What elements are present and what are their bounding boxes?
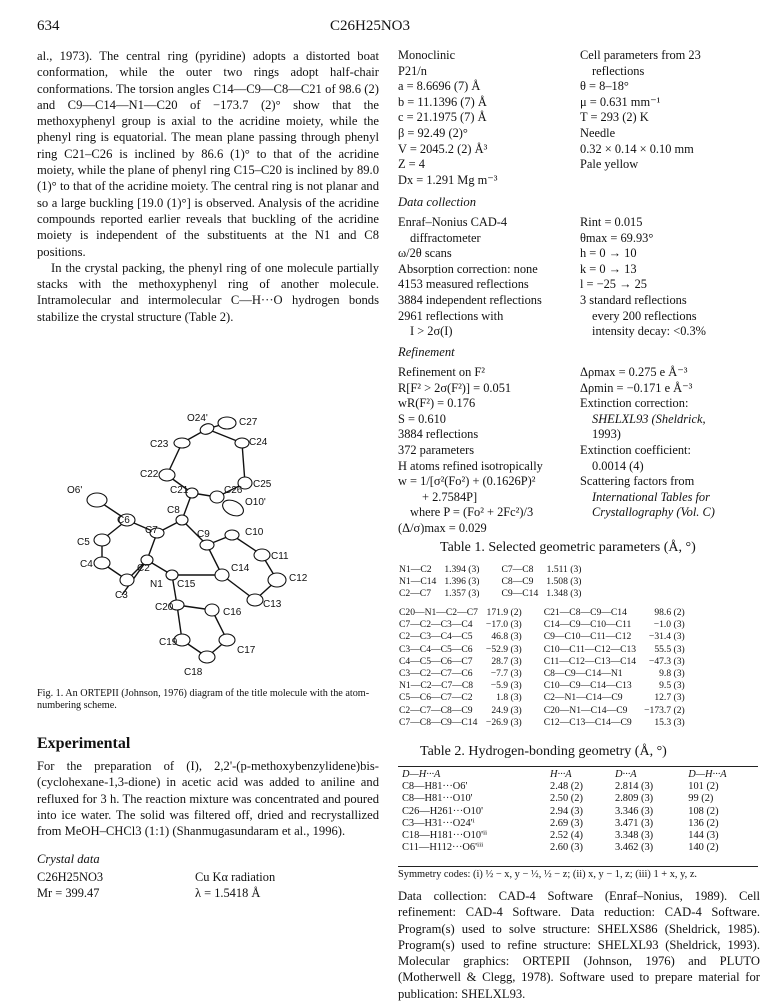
kv-line: 3 standard reflections [580, 292, 687, 307]
table-row [395, 668, 703, 680]
table-cell: C3—C4—C5—C6 [399, 643, 473, 655]
svg-text:C3: C3 [115, 590, 128, 601]
kv-line: H atoms refined isotropically [398, 458, 543, 473]
table-cell: C10—C9—C14—C13 [543, 680, 632, 692]
kv-line: R[F² > 2σ(F²)] = 0.051 [398, 380, 512, 395]
kv-line: k = 0 → 13 [580, 261, 637, 276]
table-cell: C2—N1—C14—C9 [543, 692, 623, 704]
svg-text:O24': O24' [187, 413, 208, 424]
table-cell: 2.69 (3) [550, 817, 583, 829]
table-cell: 1.8 (3) [496, 692, 522, 704]
table2-hbonds [398, 769, 758, 854]
kv-line: SHELXL93 (Sheldrick, [592, 411, 706, 426]
svg-text:C17: C17 [237, 645, 256, 656]
kv-line: θmax = 69.93° [580, 230, 654, 245]
kv-line: 3884 independent reflections [398, 292, 542, 307]
table-row [395, 576, 599, 588]
table-cell: 55.5 (3) [654, 643, 685, 655]
table-cell: N1—C14 [399, 576, 437, 588]
kv-line: w = 1/[σ²(Fo²) + (0.1626P)² [398, 474, 536, 489]
table-row [398, 781, 758, 793]
kv-line: intensity decay: <0.3% [592, 324, 707, 339]
table-header-cell: D—H···A [402, 769, 441, 780]
kv-line: ω/2θ scans [398, 246, 452, 261]
kv-line: reflections [592, 63, 645, 78]
data-collection-right [580, 215, 706, 340]
table-cell: 15.3 (3) [654, 716, 685, 728]
refinement-right [580, 365, 715, 521]
table-cell: −47.3 (3) [648, 655, 685, 667]
table-row [395, 680, 703, 692]
table-cell: C14—C9—C10—C11 [543, 619, 632, 631]
table-cell: 136 (2) [688, 817, 719, 829]
table-cell: −5.9 (3) [490, 680, 522, 692]
crystal-data-right [580, 48, 701, 173]
table-row [395, 607, 703, 619]
table-row [395, 619, 703, 631]
table1-caption: Table 1. Selected geometric parameters (Å, °) [440, 540, 696, 555]
table-row [398, 842, 758, 854]
table-cell: C10—C11—C12—C13 [543, 643, 637, 655]
svg-text:C16: C16 [223, 607, 242, 618]
table-row [395, 656, 703, 668]
svg-text:C26: C26 [224, 485, 243, 496]
page-number: 634 [37, 18, 60, 34]
table-cell: 1.508 (3) [546, 576, 582, 588]
table-cell: 2.60 (3) [550, 842, 583, 854]
svg-text:C27: C27 [239, 417, 258, 428]
kv-line: 3884 reflections [398, 427, 479, 442]
table-cell: C5—C6—C7—C2 [399, 692, 473, 704]
svg-text:C10: C10 [245, 527, 264, 538]
svg-text:O10': O10' [245, 497, 266, 508]
table-cell: C11—H112···O6'ⁱⁱⁱ [402, 842, 484, 854]
table-cell: 98.6 (2) [654, 607, 685, 618]
table-cell: C26—H261···O10' [402, 805, 483, 817]
svg-text:N1: N1 [150, 579, 163, 590]
table-row [395, 692, 703, 704]
kv-line: Crystallography (Vol. C) [592, 505, 715, 520]
table-cell: C7—C8—C9—C14 [399, 716, 478, 728]
table-header-cell: D···A [615, 769, 637, 780]
table1-torsion-angles [395, 607, 703, 729]
table-cell: 2.50 (2) [550, 793, 583, 805]
kv-line: 1993) [592, 427, 621, 442]
table-header-cell: D—H···A [688, 769, 727, 780]
table-cell: C2—C7—C8—C9 [399, 704, 473, 716]
table-cell: N1—C2 [399, 564, 432, 575]
paragraph-1: al., 1973). The central ring (pyridine) adopts a distorted boat conformation, while the outer two rings adopt half-chair conformations. The torsion angles C14—C9—C8—C21 of 98.6 (2) and C9—C14—N1—C20 of −173.7 (2)° show that the methoxyphenyl group is axial to the acridine moiety, while the phenyl ring is equatorial. The mean plane passing through phenyl ring C21–C26 is inclined by 86.6 (1)° to that of the acridine moiety, while the plane of phenyl ring C15–C20 is inclined by 89.0 (1)° to that of the acridine moiety. The central ring is not planar and so a large buckling [19.0 (1)°] is observed. Analysis of the acridine compounds reported earlier reveals that buckling of the acridine moiety is independent of the substituents at the N1 and C8 positions. [37, 49, 379, 259]
ortep-figure [37, 395, 377, 685]
kv-line: 0.0014 (4) [592, 458, 644, 473]
table-cell: C2—C7 [399, 588, 431, 600]
table-cell: 108 (2) [688, 805, 719, 817]
svg-text:C7: C7 [145, 525, 158, 536]
table2-caption: Table 2. Hydrogen-bonding geometry (Å, °) [420, 744, 667, 759]
table-cell: 3.462 (3) [615, 842, 654, 854]
table-row [395, 564, 599, 576]
table-header-cell: H···A [550, 769, 572, 780]
kv-line: diffractometer [410, 230, 481, 245]
kv-line: Absorption correction: none [398, 261, 538, 276]
table-cell: −7.7 (3) [490, 668, 522, 680]
kv-line: Enraf–Nonius CAD-4 [398, 215, 508, 229]
kv-line: Pale yellow [580, 157, 639, 172]
table-cell: C8—H81···O6' [402, 781, 468, 793]
svg-text:C8: C8 [167, 505, 180, 516]
kv-line: International Tables for [592, 489, 710, 504]
table-row [395, 644, 703, 656]
table-cell: −173.7 (2) [644, 704, 685, 716]
svg-text:C18: C18 [184, 667, 203, 678]
experimental-text: For the preparation of (I), 2,2'-(p-methoxybenzylidene)bis-(cyclohexane-1,3-dione) in acetic acid was added to aniline and refluxed for 3 h. The reaction mixture was concentrated and poured into ice water. The solid was filtered off, dried and recrystallized from MeOH–CHCl3 (1:1) (Shanmugasundaram et al., 1996). [37, 759, 379, 839]
kv-line: Monoclinic [398, 48, 456, 62]
table-cell: C3—C2—C7—C6 [399, 668, 473, 680]
table-row [395, 717, 703, 729]
crystal-data-left [398, 48, 498, 188]
table-cell: 2.94 (3) [550, 805, 583, 817]
table-cell: 1.396 (3) [444, 576, 480, 588]
kv-line: Refinement on F² [398, 365, 485, 379]
svg-text:C25: C25 [253, 479, 272, 490]
table-cell: 3.346 (3) [615, 805, 654, 817]
kv-line: Extinction correction: [580, 396, 689, 411]
wavelength: λ = 1.5418 Å [195, 885, 261, 900]
kv-line: 372 parameters [398, 442, 475, 457]
svg-text:C12: C12 [289, 573, 308, 584]
table-cell: 24.9 (3) [491, 704, 522, 716]
kv-line: + 2.7584P] [422, 489, 478, 504]
table-cell: C3—H31···O24'ⁱ [402, 817, 475, 829]
table-row [398, 830, 758, 842]
kv-line: Dx = 1.291 Mg m⁻³ [398, 172, 498, 187]
table-cell: 140 (2) [688, 842, 719, 854]
mr-value: Mr = 399.47 [37, 885, 100, 900]
table-cell: 1.348 (3) [546, 588, 582, 600]
table-cell: 2.48 (2) [550, 781, 583, 793]
kv-line: θ = 8–18° [580, 79, 629, 94]
atom-ellipsoids [87, 417, 286, 663]
table-cell: C7—C2—C3—C4 [399, 619, 473, 631]
svg-text:C11: C11 [271, 551, 289, 562]
symmetry-codes: Symmetry codes: (i) ½ − x, y − ½, ½ − z; (ii) x, y − 1, z; (iii) 1 + x, y, z. [398, 869, 698, 880]
kv-line: Scattering factors from [580, 474, 695, 489]
kv-line: (Δ/σ)max = 0.029 [398, 520, 487, 535]
table-cell: 46.8 (3) [491, 631, 522, 643]
table-row [395, 631, 703, 643]
radiation: Cu Kα radiation [195, 870, 276, 884]
table2-bottom-rule [398, 866, 758, 867]
bond-lines [97, 423, 277, 657]
svg-text:C5: C5 [77, 537, 90, 548]
table-cell: N1—C2—C7—C8 [399, 680, 474, 692]
data-collection-heading: Data collection [398, 195, 476, 209]
kv-line: wR(F²) = 0.176 [398, 396, 476, 411]
table-cell: C12—C13—C14—C9 [543, 716, 632, 728]
table-cell: 28.7 (3) [491, 655, 522, 667]
kv-line: μ = 0.631 mm⁻¹ [580, 94, 661, 109]
table-cell: 9.8 (3) [659, 668, 685, 680]
svg-text:C2: C2 [137, 563, 150, 574]
table-cell: 1.511 (3) [546, 564, 582, 575]
svg-text:C19: C19 [159, 637, 178, 648]
formula: C26H25NO3 [37, 870, 104, 884]
svg-text:C20: C20 [155, 602, 174, 613]
refinement-left [398, 365, 543, 537]
kv-line: S = 0.610 [398, 411, 446, 426]
refinement-heading: Refinement [398, 345, 455, 359]
kv-line: Z = 4 [398, 157, 425, 172]
table-cell: C9—C10—C11—C12 [543, 631, 632, 643]
table-cell: −52.9 (3) [485, 643, 522, 655]
table-cell: 3.348 (3) [615, 830, 654, 842]
discussion-text [37, 48, 379, 325]
kv-line: 2961 reflections with [398, 308, 504, 323]
kv-line: I > 2σ(I) [410, 324, 453, 339]
kv-line: β = 92.49 (2)° [398, 125, 468, 140]
table-cell: 12.7 (3) [654, 692, 685, 704]
kv-line: every 200 reflections [592, 308, 697, 323]
svg-text:O6': O6' [67, 485, 83, 496]
table-cell: C18—H181···O10'ⁱⁱ [402, 830, 488, 842]
table1-bond-lengths [395, 564, 599, 601]
table-row [398, 818, 758, 830]
table-cell: C21—C8—C9—C14 [543, 607, 627, 618]
table-cell: 2.809 (3) [615, 793, 654, 805]
kv-line: Needle [580, 125, 616, 140]
table-row [398, 793, 758, 805]
kv-line: Rint = 0.015 [580, 215, 643, 229]
svg-text:C14: C14 [231, 563, 250, 574]
kv-line: Cell parameters from 23 [580, 48, 701, 62]
kv-line: 0.32 × 0.14 × 0.10 mm [580, 141, 694, 156]
table-cell: C4—C5—C6—C7 [399, 655, 473, 667]
table-cell: 101 (2) [688, 781, 719, 793]
table-cell: −1.0 (3) [653, 619, 685, 631]
table-row [395, 705, 703, 717]
table-cell: 2.814 (3) [615, 781, 654, 793]
kv-line: Δρmin = −0.171 e Å⁻³ [580, 380, 693, 395]
radiation-block [195, 870, 275, 901]
table-cell: C20—N1—C2—C7 [399, 607, 478, 618]
table-cell: 144 (3) [688, 830, 719, 842]
table-cell: 171.9 (2) [486, 607, 522, 618]
table-cell: C8—C9—C14—N1 [543, 668, 623, 680]
svg-text:C4: C4 [80, 559, 93, 570]
table-cell: −26.9 (3) [485, 716, 522, 728]
svg-text:C22: C22 [140, 469, 159, 480]
kv-line: l = −25 → 25 [580, 277, 647, 292]
svg-text:C23: C23 [150, 439, 169, 450]
svg-text:C15: C15 [177, 579, 196, 590]
table-cell: 3.471 (3) [615, 817, 654, 829]
table2-top-rule [398, 766, 758, 767]
crystal-formula-block [37, 870, 103, 901]
data-collection-left [398, 215, 542, 340]
table-cell: 2.52 (4) [550, 830, 583, 842]
table-cell: 1.357 (3) [444, 588, 480, 600]
kv-line: P21/n [398, 63, 427, 78]
kv-line: a = 8.6696 (7) Å [398, 79, 481, 94]
table-cell: C2—C3—C4—C5 [399, 631, 473, 643]
table-cell: −17.0 (3) [485, 619, 522, 631]
software-text: Data collection: CAD-4 Software (Enraf–Nonius, 1989). Cell refinement: CAD-4 Software. Data reduction: CAD-4 Software. Program(s) used to solve structure: SHELXS86 (Sheldrick, 1985). Program(s) used to refine structure: SHELXL93 (Sheldrick, 1993). Molecular graphics: ORTEPII (Johnson, 1976) and PLUTO (Motherwell & Clegg, 1978). Software used to prepare material for publication: SHELXL93. [398, 889, 760, 1001]
kv-line: b = 11.1396 (7) Å [398, 94, 487, 109]
paragraph-2: In the crystal packing, the phenyl ring of one molecule partially stacks with the methoxyphenyl ring of another molecule. Intramolecular and intermolecular C—H···O hydrogen bonds stabilize the crystal structure (Table 2). [37, 260, 379, 324]
kv-line: Δρmax = 0.275 e Å⁻³ [580, 365, 688, 379]
svg-text:C21: C21 [170, 485, 189, 496]
table-cell: C11—C12—C13—C14 [543, 655, 637, 667]
kv-line: T = 293 (2) K [580, 110, 649, 125]
table-cell: C20—N1—C14—C9 [543, 704, 628, 716]
svg-text:C6: C6 [117, 515, 130, 526]
table-row [395, 588, 599, 600]
kv-line: 4153 measured reflections [398, 277, 529, 292]
crystal-data-heading: Crystal data [37, 852, 100, 866]
running-title: C26H25NO3 [330, 18, 411, 34]
kv-line: V = 2045.2 (2) Å³ [398, 141, 488, 156]
svg-text:C13: C13 [263, 599, 282, 610]
kv-line: h = 0 → 10 [580, 246, 637, 261]
svg-text:C24: C24 [249, 437, 268, 448]
table-cell: C8—C9 [501, 576, 534, 588]
kv-line: where P = (Fo² + 2Fc²)/3 [410, 505, 534, 520]
table-cell: 99 (2) [688, 793, 714, 805]
table-cell: C7—C8 [501, 564, 534, 575]
kv-line: c = 21.1975 (7) Å [398, 110, 487, 125]
experimental-heading: Experimental [37, 735, 131, 752]
table-row [398, 806, 758, 818]
table-cell: −31.4 (3) [648, 631, 685, 643]
figure-caption: Fig. 1. An ORTEPII (Johnson, 1976) diagram of the title molecule with the atom-numbering scheme. [37, 688, 370, 712]
table-cell: 1.394 (3) [444, 564, 480, 575]
table-cell: C8—H81···O10' [402, 793, 473, 805]
kv-line: Extinction coefficient: [580, 442, 691, 457]
svg-text:C9: C9 [197, 529, 210, 540]
table-cell: C9—C14 [501, 588, 539, 600]
table-cell: 9.5 (3) [659, 680, 685, 692]
